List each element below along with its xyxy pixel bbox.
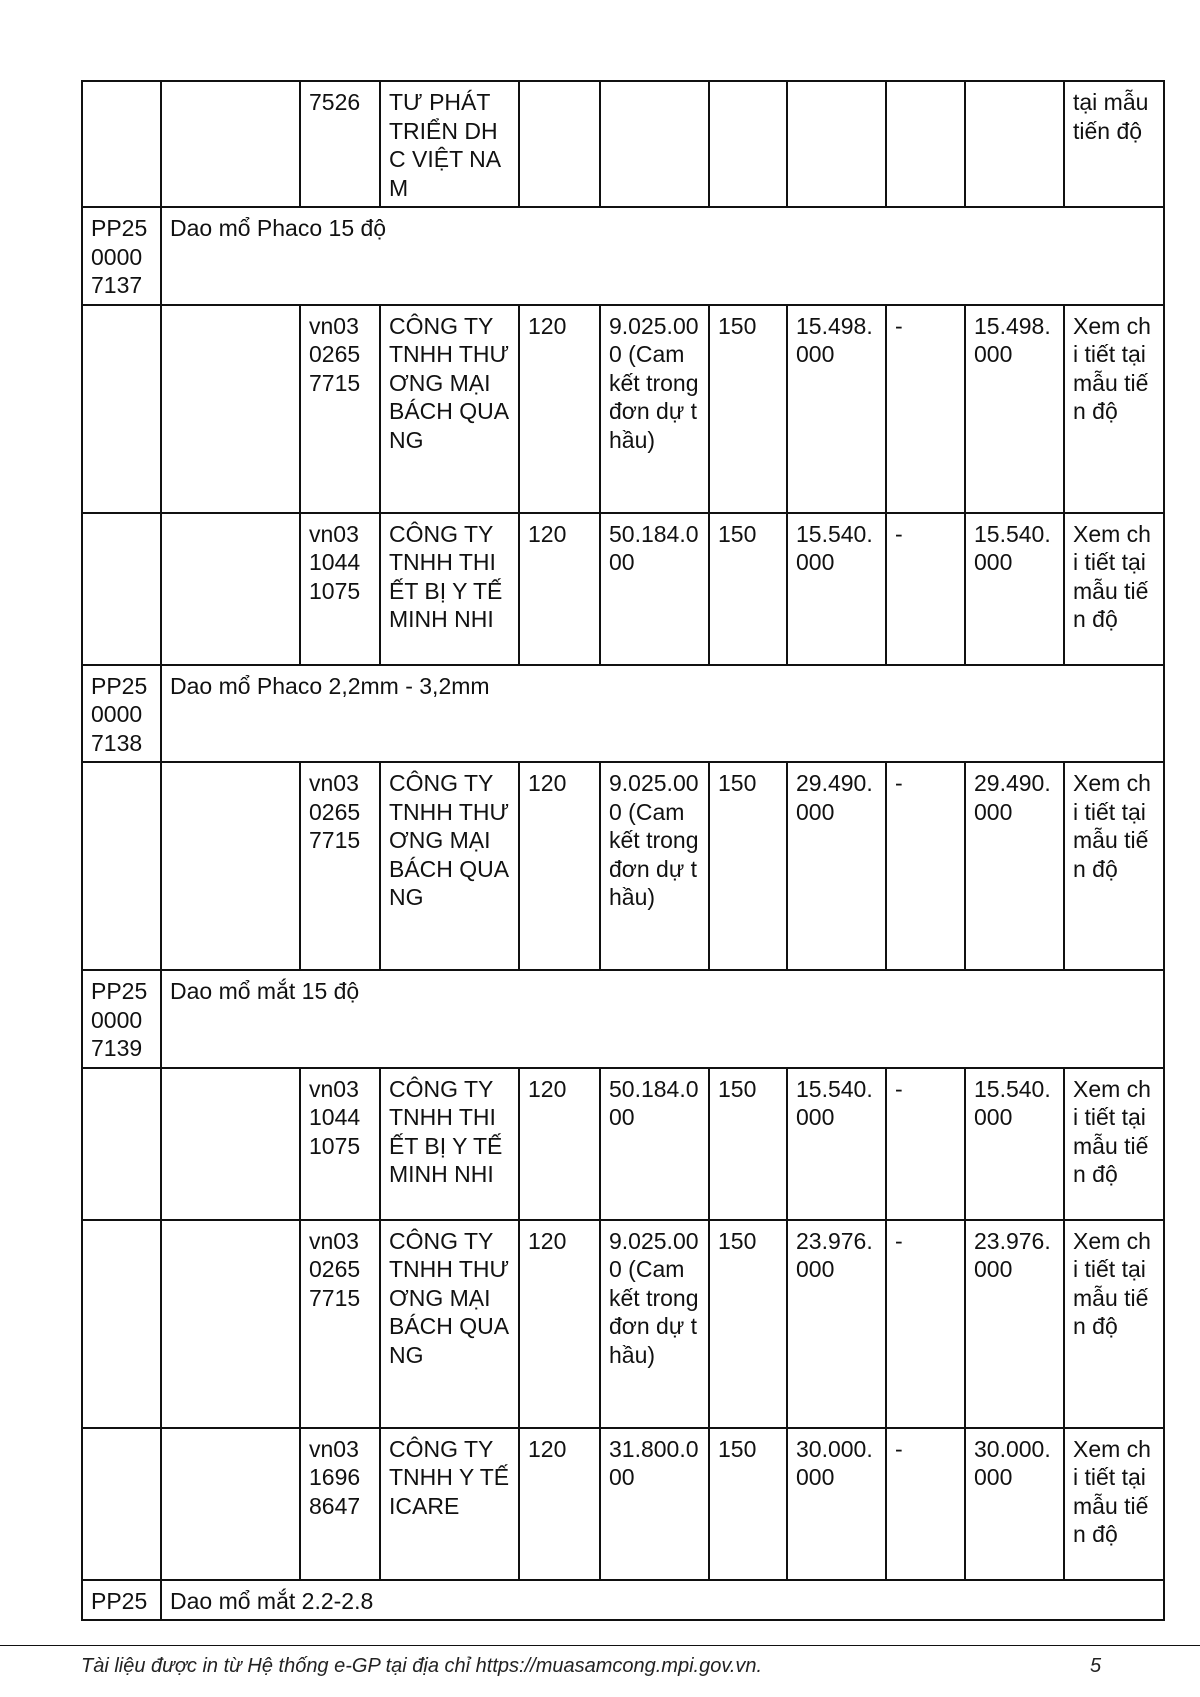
bid-price-cell: 15.540.000 (787, 1068, 886, 1220)
empty-cell (161, 513, 300, 665)
progress-cell: Xem chi tiết tại mẫu tiến độ (1064, 305, 1164, 513)
progress-cell: tại mẫu tiến độ (1064, 81, 1164, 207)
item-title-cell: Dao mổ Phaco 15 độ (161, 207, 1164, 305)
bidder-name-cell: CÔNG TY TNHH THIẾT BỊ Y TẾ MINH NHI (380, 1068, 519, 1220)
bidder-name-cell: CÔNG TY TNHH THƯƠNG MẠI BÁCH QUANG (380, 1220, 519, 1428)
bidder-code-cell: vn0310441075 (300, 513, 380, 665)
item-id-cell: PP250000 7139 (82, 970, 161, 1068)
bidder-row (82, 1428, 1164, 1580)
validity-days-cell (709, 81, 787, 207)
empty-cell (161, 762, 300, 970)
delivery-days-cell: 120 (519, 762, 600, 970)
bid-price-cell: 15.498.000 (787, 305, 886, 513)
final-price-cell: 29.490.000 (965, 762, 1064, 970)
bidder-code-cell: vn0316968647 (300, 1428, 380, 1580)
empty-cell (82, 762, 161, 970)
item-row (82, 207, 1164, 305)
bidder-row (82, 81, 1164, 207)
item-title-cell: Dao mổ Phaco 2,2mm - 3,2mm (161, 665, 1164, 763)
item-id-cell: PP25 (82, 1580, 161, 1621)
bidder-code-cell: vn0310441075 (300, 1068, 380, 1220)
item-id-cell: PP250000 7138 (82, 665, 161, 763)
footer-text: Tài liệu được in từ Hệ thống e-GP tại địa chỉ https://muasamcong.mpi.gov.vn. (81, 1655, 763, 1677)
discount-cell: - (886, 1068, 965, 1220)
final-price-cell: 23.976.000 (965, 1220, 1064, 1428)
progress-cell: Xem chi tiết tại mẫu tiến độ (1064, 1428, 1164, 1580)
empty-cell (82, 305, 161, 513)
item-id-cell: PP250000 7137 (82, 207, 161, 305)
empty-cell (82, 1220, 161, 1428)
bid-guarantee-cell (600, 81, 709, 207)
bid-guarantee-cell: 31.800.000 (600, 1428, 709, 1580)
discount-cell: - (886, 513, 965, 665)
discount-cell: - (886, 1428, 965, 1580)
bid-price-cell: 30.000.000 (787, 1428, 886, 1580)
empty-cell (161, 1068, 300, 1220)
final-price-cell: 15.540.000 (965, 513, 1064, 665)
bidder-name-cell: CÔNG TY TNHH Y TẾ ICARE (380, 1428, 519, 1580)
empty-cell (82, 1428, 161, 1580)
validity-days-cell: 150 (709, 305, 787, 513)
bid-price-cell: 15.540.000 (787, 513, 886, 665)
bidder-code-cell: vn0302657715 (300, 762, 380, 970)
validity-days-cell: 150 (709, 1428, 787, 1580)
bidder-row (82, 1220, 1164, 1428)
bid-guarantee-cell: 9.025.000 (Cam kết trong đơn dự thầu) (600, 305, 709, 513)
bid-price-cell: 29.490.000 (787, 762, 886, 970)
empty-cell (161, 305, 300, 513)
bidder-name-cell: CÔNG TY TNHH THIẾT BỊ Y TẾ MINH NHI (380, 513, 519, 665)
bidder-name-cell: CÔNG TY TNHH THƯƠNG MẠI BÁCH QUANG (380, 305, 519, 513)
bid-guarantee-cell: 9.025.000 (Cam kết trong đơn dự thầu) (600, 1220, 709, 1428)
final-price-cell: 15.498.000 (965, 305, 1064, 513)
progress-cell: Xem chi tiết tại mẫu tiến độ (1064, 513, 1164, 665)
delivery-days-cell: 120 (519, 1068, 600, 1220)
final-price-cell: 15.540.000 (965, 1068, 1064, 1220)
bid-price-cell (787, 81, 886, 207)
progress-cell: Xem chi tiết tại mẫu tiến độ (1064, 762, 1164, 970)
bid-price-cell: 23.976.000 (787, 1220, 886, 1428)
empty-cell (82, 81, 161, 207)
item-row (82, 1580, 1164, 1621)
discount-cell (886, 81, 965, 207)
final-price-cell (965, 81, 1064, 207)
bidder-name-cell: CÔNG TY TNHH THƯƠNG MẠI BÁCH QUANG (380, 762, 519, 970)
validity-days-cell: 150 (709, 1068, 787, 1220)
final-price-cell: 30.000.000 (965, 1428, 1064, 1580)
bid-guarantee-cell: 50.184.000 (600, 1068, 709, 1220)
item-title-cell: Dao mổ mắt 15 độ (161, 970, 1164, 1068)
delivery-days-cell: 120 (519, 305, 600, 513)
item-row (82, 665, 1164, 763)
empty-cell (161, 1428, 300, 1580)
progress-cell: Xem chi tiết tại mẫu tiến độ (1064, 1068, 1164, 1220)
empty-cell (161, 1220, 300, 1428)
bidder-name-cell: TƯ PHÁT TRIỂN DHC VIỆT NAM (380, 81, 519, 207)
bidder-row (82, 513, 1164, 665)
footer-divider (0, 1645, 1200, 1646)
discount-cell: - (886, 762, 965, 970)
bid-results-table (81, 80, 1165, 1621)
progress-cell: Xem chi tiết tại mẫu tiến độ (1064, 1220, 1164, 1428)
bidder-row (82, 305, 1164, 513)
bidder-row (82, 1068, 1164, 1220)
bidder-row (82, 762, 1164, 970)
item-title-cell: Dao mổ mắt 2.2-2.8 (161, 1580, 1164, 1621)
validity-days-cell: 150 (709, 762, 787, 970)
validity-days-cell: 150 (709, 513, 787, 665)
bidder-code-cell: vn0302657715 (300, 1220, 380, 1428)
delivery-days-cell: 120 (519, 513, 600, 665)
validity-days-cell: 150 (709, 1220, 787, 1428)
delivery-days-cell: 120 (519, 1220, 600, 1428)
bid-guarantee-cell: 9.025.000 (Cam kết trong đơn dự thầu) (600, 762, 709, 970)
empty-cell (82, 513, 161, 665)
bid-guarantee-cell: 50.184.000 (600, 513, 709, 665)
page-number: 5 (1090, 1655, 1102, 1677)
bidder-code-cell: 7526 (300, 81, 380, 207)
bidder-code-cell: vn0302657715 (300, 305, 380, 513)
empty-cell (82, 1068, 161, 1220)
empty-cell (161, 81, 300, 207)
item-row (82, 970, 1164, 1068)
discount-cell: - (886, 1220, 965, 1428)
discount-cell: - (886, 305, 965, 513)
delivery-days-cell: 120 (519, 1428, 600, 1580)
delivery-days-cell (519, 81, 600, 207)
